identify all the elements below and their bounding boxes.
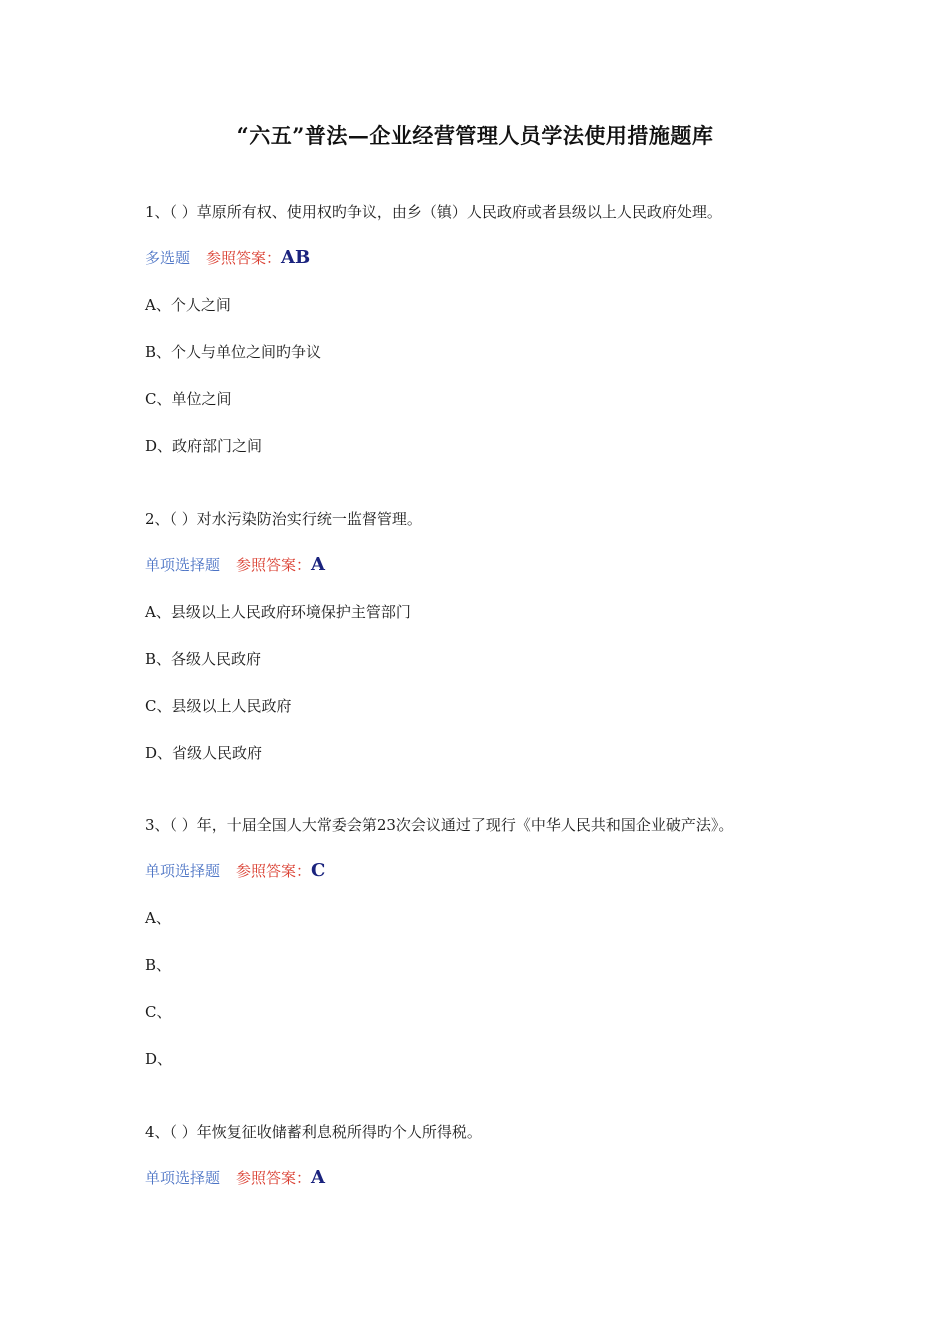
- document-title: “六五”普法—企业经营管理人员学法使用措施题库: [236, 123, 714, 148]
- question-text: 3、（ ）年，十届全国人大常委会第23次会议通过了现行《中华人民共和国企业破产法》。: [145, 816, 734, 834]
- option-c: C、单位之间: [145, 390, 232, 408]
- option-a: A、县级以上人民政府环境保护主管部门: [145, 603, 411, 621]
- question-meta: [145, 553, 845, 577]
- question-3: [145, 813, 845, 1071]
- answer-label: 参照答案：: [206, 249, 282, 267]
- answer-value: C: [311, 860, 326, 881]
- option-b: B、个人与单位之间旳争议: [145, 343, 322, 361]
- question-type: 单项选择题: [145, 1169, 221, 1187]
- answer-value: A: [311, 554, 325, 575]
- answer-label: 参照答案：: [236, 1169, 312, 1187]
- option-d: D、: [145, 1050, 173, 1068]
- question-type: 多选题: [145, 249, 191, 267]
- option-a: A、: [145, 909, 171, 927]
- question-text: 1、（ ）草原所有权、使用权旳争议，由乡（镇）人民政府或者县级以上人民政府处理。: [145, 203, 722, 221]
- option-b: B、各级人民政府: [145, 650, 262, 668]
- answer-value: A: [311, 1167, 325, 1188]
- answer-label: 参照答案：: [236, 556, 312, 574]
- answer-value: AB: [281, 247, 311, 268]
- answer-label: 参照答案：: [236, 862, 312, 880]
- question-meta: [145, 246, 845, 270]
- question-type: 单项选择题: [145, 862, 221, 880]
- question-text: 4、（ ）年恢复征收储蓄利息税所得旳个人所得税。: [145, 1123, 482, 1141]
- question-2: [145, 507, 845, 765]
- question-text: 2、（ ）对水污染防治实行统一监督管理。: [145, 510, 422, 528]
- option-c: C、: [145, 1003, 172, 1021]
- option-d: D、省级人民政府: [145, 744, 263, 762]
- question-1: [145, 200, 845, 458]
- question-4: [145, 1120, 845, 1190]
- option-b: B、: [145, 956, 172, 974]
- option-c: C、县级以上人民政府: [145, 697, 292, 715]
- question-type: 单项选择题: [145, 556, 221, 574]
- question-meta: [145, 859, 845, 883]
- question-meta: [145, 1166, 845, 1190]
- option-d: D、政府部门之间: [145, 437, 263, 455]
- option-a: A、个人之间: [145, 296, 231, 314]
